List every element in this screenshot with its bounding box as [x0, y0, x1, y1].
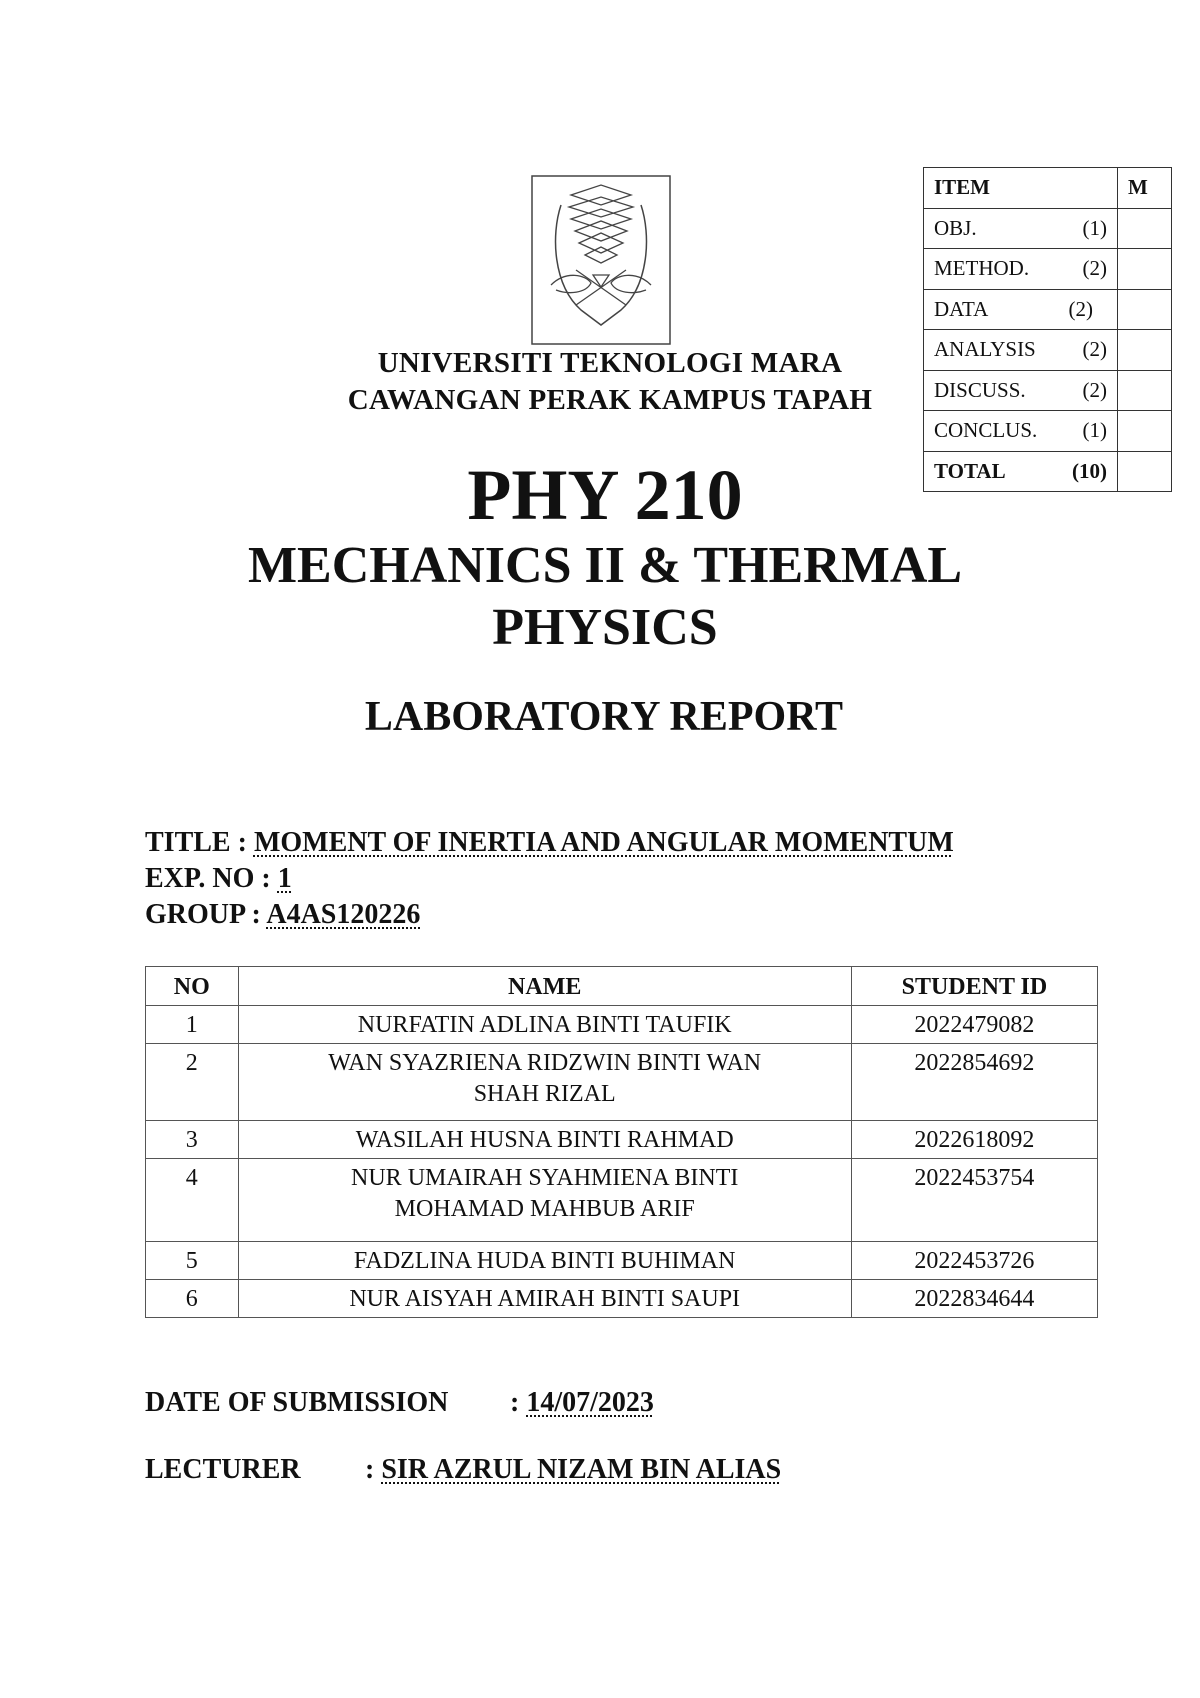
- date-of-submission-row: [510, 1385, 654, 1421]
- member-name: [238, 1044, 851, 1121]
- marks-item-mark: [1118, 289, 1172, 330]
- marks-row: [924, 411, 1172, 452]
- university-header: [290, 345, 930, 419]
- date-of-submission-value: 14/07/2023: [526, 1387, 654, 1418]
- marks-item-label: OBJ.: [934, 215, 977, 240]
- marks-item-label: ANALYSIS: [934, 337, 1036, 362]
- lecturer-separator: :: [365, 1454, 382, 1485]
- table-row: [146, 1159, 1098, 1242]
- marks-item-mark: [1118, 411, 1172, 452]
- lecturer-value: SIR AZRUL NIZAM BIN ALIAS: [381, 1454, 782, 1485]
- member-no: 2: [146, 1044, 239, 1121]
- marks-item-points: (2): [1068, 296, 1093, 321]
- marks-row: [924, 249, 1172, 290]
- member-name: [238, 1006, 851, 1044]
- member-name: [238, 1159, 851, 1242]
- table-row: [146, 1044, 1098, 1121]
- member-id: 2022453726: [851, 1242, 1097, 1280]
- header-name: NAME: [238, 967, 851, 1006]
- marks-item-label: CONCLUS.: [934, 418, 1038, 443]
- university-name: UNIVERSITI TEKNOLOGI MARA: [377, 347, 843, 379]
- members-header-row: [146, 967, 1098, 1006]
- marks-item-label: METHOD.: [934, 256, 1030, 281]
- title-label: TITLE :: [145, 827, 254, 858]
- group-value: A4AS120226: [266, 899, 421, 930]
- marks-row: [924, 289, 1172, 330]
- marks-total-label: TOTAL: [934, 458, 1006, 483]
- date-separator: :: [510, 1387, 527, 1418]
- table-row: [146, 1006, 1098, 1044]
- table-row: [146, 1242, 1098, 1280]
- member-no: 5: [146, 1242, 239, 1280]
- member-name: [238, 1280, 851, 1318]
- member-name-line: WASILAH HUSNA BINTI RAHMAD: [355, 1127, 734, 1153]
- exp-value: 1: [277, 863, 292, 894]
- members-table: [145, 966, 1098, 1318]
- marks-item-mark: [1118, 370, 1172, 411]
- marks-row: [924, 370, 1172, 411]
- marks-item-mark: [1118, 208, 1172, 249]
- marks-item-points: (1): [1082, 215, 1107, 240]
- member-no: 6: [146, 1280, 239, 1318]
- member-name-line: NUR UMAIRAH SYAHMIENA BINTI: [351, 1165, 739, 1191]
- marks-item-label: DISCUSS.: [934, 377, 1026, 402]
- table-row: [146, 1280, 1098, 1318]
- marks-header-mark: M: [1118, 168, 1172, 209]
- header-no: NO: [146, 967, 239, 1006]
- course-code: PHY 210: [467, 455, 743, 535]
- marks-item-label: DATA: [934, 296, 989, 321]
- group-label: GROUP :: [145, 899, 267, 930]
- table-row: [146, 1121, 1098, 1159]
- exp-row: [145, 861, 292, 897]
- member-name: [238, 1242, 851, 1280]
- report-type: LABORATORY REPORT: [364, 694, 844, 740]
- member-name-line: FADZLINA HUDA BINTI BUHIMAN: [353, 1248, 736, 1274]
- marks-item-points: (2): [1082, 337, 1107, 362]
- date-of-submission-label: DATE OF SUBMISSION: [145, 1387, 449, 1418]
- member-id: 2022834644: [851, 1280, 1097, 1318]
- member-id: 2022453754: [851, 1159, 1097, 1242]
- lecturer-row: [365, 1452, 781, 1488]
- marks-row: [924, 208, 1172, 249]
- member-name-line: SHAH RIZAL: [473, 1081, 616, 1107]
- member-id: 2022618092: [851, 1121, 1097, 1159]
- marks-item-points: (1): [1082, 418, 1107, 443]
- marks-row: [924, 330, 1172, 371]
- marks-total-points: (10): [1072, 458, 1107, 483]
- title-row: [145, 825, 954, 861]
- course-name: MECHANICS II & THERMAL PHYSICS: [247, 537, 963, 656]
- member-name-line: WAN SYAZRIENA RIDZWIN BINTI WAN: [328, 1050, 762, 1076]
- member-name-line: NUR AISYAH AMIRAH BINTI SAUPI: [349, 1286, 741, 1312]
- header-student-id: STUDENT ID: [851, 967, 1097, 1006]
- member-no: 4: [146, 1159, 239, 1242]
- member-no: 1: [146, 1006, 239, 1044]
- lecturer-label: LECTURER: [145, 1454, 301, 1485]
- member-name-line: MOHAMAD MAHBUB ARIF: [394, 1196, 695, 1222]
- member-name: [238, 1121, 851, 1159]
- marks-table: [923, 167, 1172, 492]
- university-logo-icon: [531, 175, 671, 345]
- member-name-line: NURFATIN ADLINA BINTI TAUFIK: [357, 1012, 732, 1038]
- campus-name: CAWANGAN PERAK KAMPUS TAPAH: [347, 384, 873, 416]
- member-id: 2022479082: [851, 1006, 1097, 1044]
- marks-item-points: (2): [1082, 256, 1107, 281]
- exp-label: EXP. NO :: [145, 863, 278, 894]
- group-row: [145, 897, 420, 933]
- marks-header-row: [924, 168, 1172, 209]
- marks-item-mark: [1118, 330, 1172, 371]
- marks-item-mark: [1118, 249, 1172, 290]
- member-id: 2022854692: [851, 1044, 1097, 1121]
- title-value: MOMENT OF INERTIA AND ANGULAR MOMENTUM: [253, 827, 954, 858]
- member-no: 3: [146, 1121, 239, 1159]
- marks-header-item: ITEM: [924, 168, 1118, 209]
- marks-item-points: (2): [1082, 377, 1107, 402]
